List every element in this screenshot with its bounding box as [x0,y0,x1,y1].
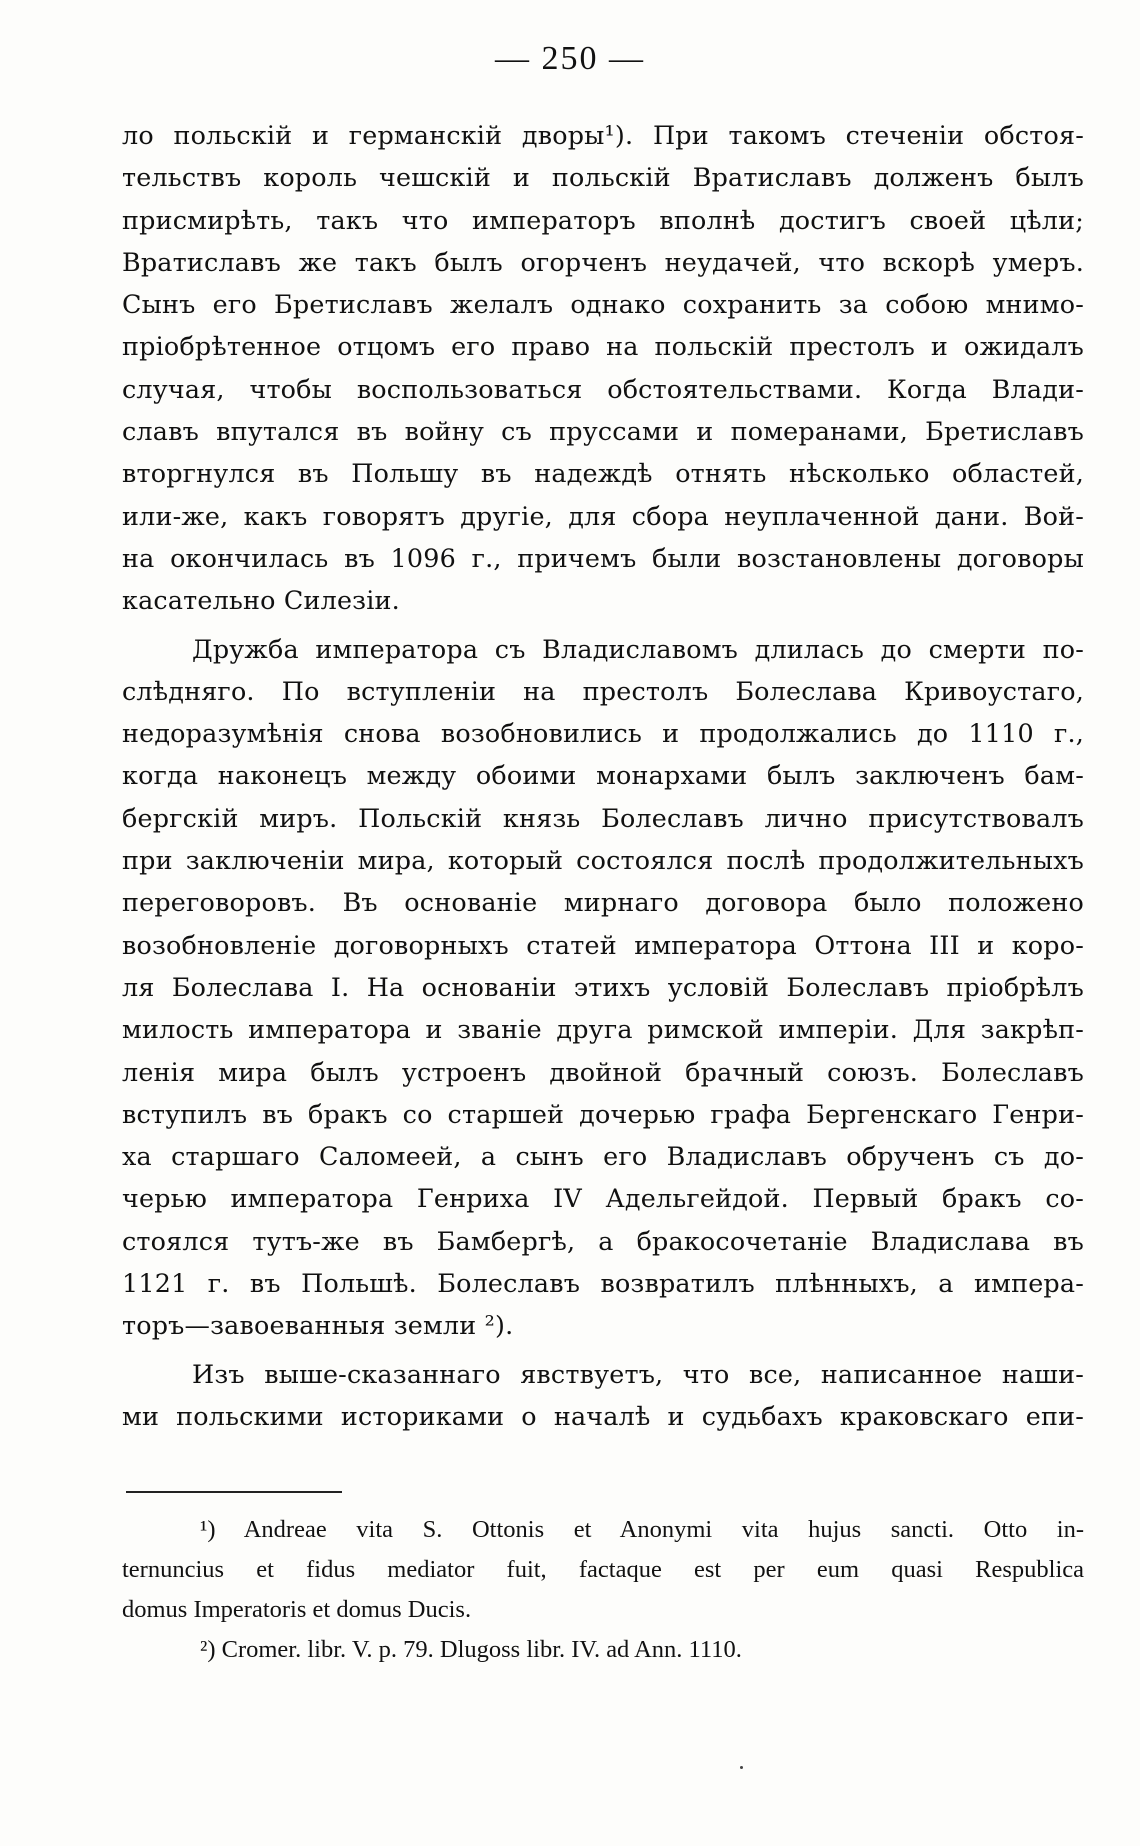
footnote-divider [126,1491,342,1493]
main-text [122,114,1084,1437]
footnote-line: ¹) Andreae vita S. Ottonis et Anonymi vita hujus sancti. Otto in- [200,1516,1084,1543]
text-line: вступилъ въ бракъ со старшей дочерью графа Бергенскаго Генри- [122,1098,1084,1129]
page-number: — 250 — [495,40,645,77]
text-line: стоялся тутъ-же въ Бамбергѣ, а бракосочетаніе Владислава въ [122,1225,1084,1256]
text-line: ха старшаго Саломеей, а сынъ его Владиславъ обрученъ съ до- [122,1141,1084,1172]
print-speck [740,1766,743,1769]
text-line: Изъ выше-сказаннаго явствуетъ, что все, написанное наши- [192,1358,1084,1389]
text-line: когда наконецъ между обоими монархами былъ заключенъ бам- [122,760,1084,791]
footnote-line: ternuncius et fidus mediator fuit, factaque est per eum quasi Respublica [122,1556,1084,1583]
text-line: ленія мира былъ устроенъ двойной брачный союзъ. Болеславъ [122,1056,1084,1087]
text-line: вторгнулся въ Польшу въ надеждѣ отнять нѣсколько областей, [122,458,1084,489]
text-line: при заключеніи мира, который состоялся послѣ продолжительныхъ [122,845,1084,876]
text-line: черью императора Генриха IV Адельгейдой. Первый бракъ со- [122,1183,1084,1214]
text-line: Дружба императора съ Владиславомъ длилась до смерти по- [192,633,1084,664]
text-line: Вратиславъ же такъ былъ огорченъ неудачей, что вскорѣ умеръ. [122,246,1084,277]
text-line: Сынъ его Бретиславъ желалъ однако сохранить за собою мнимо- [122,289,1084,320]
text-line: милость императора и званіе друга римской имперіи. Для закрѣп- [122,1014,1084,1045]
text-line: бергскій миръ. Польскій князь Болеславъ лично присутствовалъ [122,802,1084,833]
text-line: присмирѣть, такъ что императоръ вполнѣ достигъ своей цѣли; [122,204,1084,235]
text-line: случая, чтобы воспользоваться обстоятельствами. Когда Влади- [122,373,1084,404]
text-line: торъ—завоеванныя земли ²). [122,1310,514,1341]
text-line: ми польскими историками о началѣ и судьбахъ краковскаго епи- [122,1400,1084,1431]
text-line: касательно Силезіи. [122,585,400,616]
footnote-line: domus Imperatoris et domus Ducis. [122,1596,472,1623]
text-line: тельствъ король чешскій и польскій Вратиславъ долженъ былъ [122,162,1084,193]
footnote-line: ²) Cromer. libr. V. p. 79. Dlugoss libr. IV. ad Ann. 1110. [200,1636,742,1663]
text-line: на окончилась въ 1096 г., причемъ были возстановлены договоры [122,542,1084,573]
text-line: пріобрѣтенное отцомъ его право на польскій престолъ и ожидалъ [122,331,1084,362]
text-line: ля Болеслава I. На основаніи этихъ условій Болеславъ пріобрѣлъ [122,971,1084,1002]
text-line: недоразумѣнія снова возобновились и продолжались до 1110 г., [122,718,1084,749]
text-line: переговоровъ. Въ основаніе мирнаго договора было положено [122,887,1084,918]
text-line: возобновленіе договорныхъ статей императора Оттона III и коро- [122,929,1084,960]
text-line: ло польскій и германскій дворы¹). При такомъ стеченіи обстоя- [122,120,1084,150]
text-line: славъ впутался въ войну съ пруссами и померанами, Бретиславъ [122,416,1084,447]
text-line: слѣдняго. По вступленіи на престолъ Болеслава Кривоустаго, [122,675,1084,706]
text-line: 1121 г. въ Польшѣ. Болеславъ возвратилъ плѣнныхъ, а импера- [122,1268,1084,1299]
footnotes [122,1510,1084,1670]
text-line: или-же, какъ говорятъ другіе, для сбора неуплаченной дани. Вой- [122,500,1084,531]
